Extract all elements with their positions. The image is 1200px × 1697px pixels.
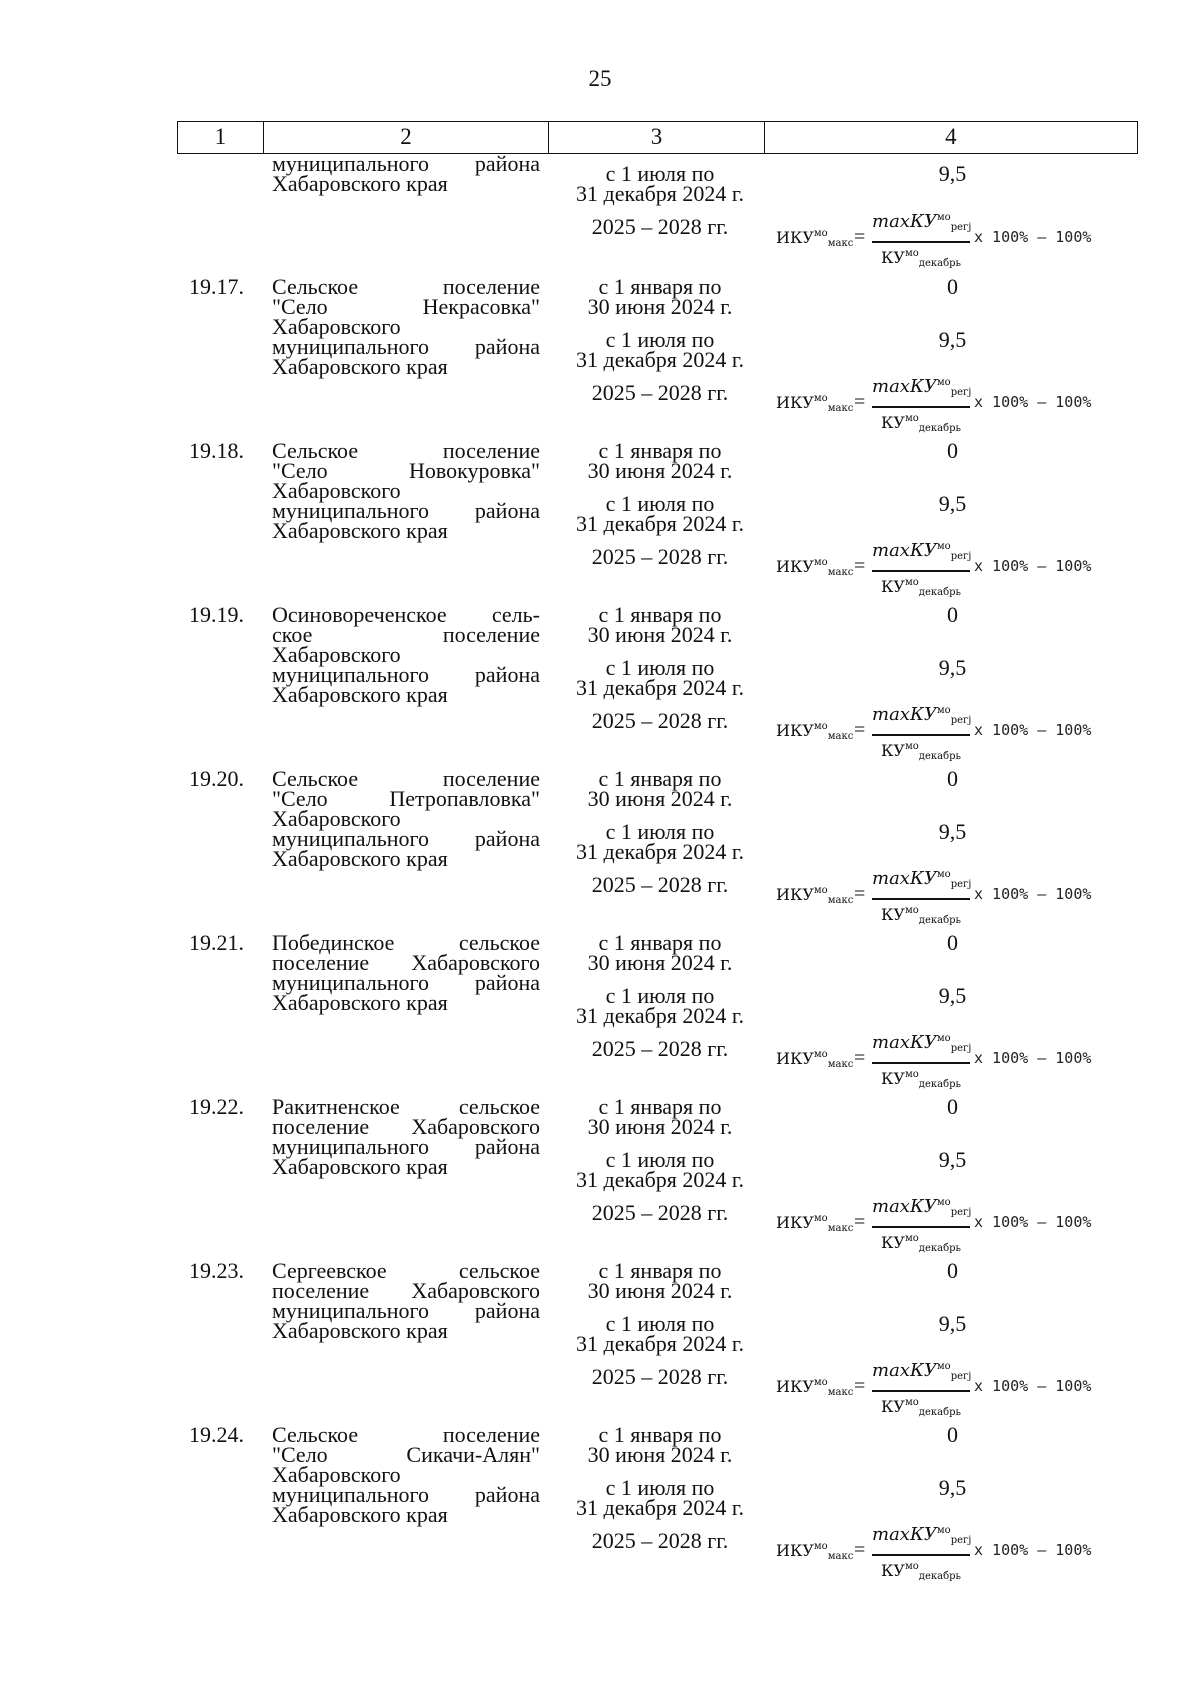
formula-numerator <box>872 208 970 238</box>
formula-num-prefix: max <box>872 704 910 725</box>
value-h1: 0 <box>947 1422 958 1447</box>
formula-equals: = <box>854 1047 866 1069</box>
formula-lhs-main: ИКУ <box>776 228 814 247</box>
formula-equals: = <box>854 226 866 248</box>
name-line: "Село Новокуровка" <box>272 458 540 483</box>
period-h1: 30 июня 2024 г. <box>587 950 733 975</box>
formula-num-main: КУ <box>909 1524 937 1545</box>
formula-lhs-main: ИКУ <box>776 885 814 904</box>
value-h2: 9,5 <box>938 491 967 516</box>
formula-lhs <box>776 393 853 414</box>
fraction-bar <box>872 1390 970 1392</box>
name-line: Хабаровского края <box>272 518 448 543</box>
row-number: 19.20. <box>189 766 244 791</box>
formula-lhs <box>776 721 853 742</box>
formula-numerator <box>872 1193 970 1223</box>
period-h1: 30 июня 2024 г. <box>587 458 733 483</box>
period-h1: с 1 января по <box>598 766 722 791</box>
period-h2: с 1 июля по <box>605 161 715 186</box>
period-h1: 30 июня 2024 г. <box>587 786 733 811</box>
formula-num-prefix: max <box>872 1032 910 1053</box>
formula-den-main: КУ <box>881 1232 905 1252</box>
row-number: 19.24. <box>189 1422 244 1447</box>
formula-den-sup: мо <box>904 247 919 259</box>
name-line: Хабаровского края <box>272 682 448 707</box>
formula-den-sup: мо <box>904 1232 919 1244</box>
formula-num-main: КУ <box>909 1032 937 1053</box>
header-col-3: 3 <box>549 122 765 153</box>
formula-lhs-main: ИКУ <box>776 393 814 412</box>
formula-rhs: x 100% – 100% <box>974 1541 1092 1559</box>
period-h2: с 1 июля по <box>605 491 715 516</box>
formula-den-sup: мо <box>904 412 919 424</box>
period-h1: 30 июня 2024 г. <box>587 294 733 319</box>
formula-num-sub: регj <box>950 1043 972 1054</box>
formula-num-prefix: max <box>872 376 910 397</box>
period-h1: с 1 января по <box>598 274 722 299</box>
period-h2: 31 декабря 2024 г. <box>576 511 744 536</box>
name-line: Хабаровского <box>272 642 401 667</box>
name-line: Осиновореченское сель- <box>272 602 540 627</box>
name-line: Хабаровского <box>272 314 401 339</box>
index-formula <box>776 1029 1134 1090</box>
name-line: Сельское поселение <box>272 766 540 791</box>
formula-lhs-sup: мо <box>813 228 828 239</box>
header-col-1: 1 <box>178 122 264 153</box>
period-years: 2025 – 2028 гг. <box>591 708 729 733</box>
row-number: 19.19. <box>189 602 244 627</box>
period-h2: с 1 июля по <box>605 1475 715 1500</box>
name-line: Хабаровского края <box>272 1154 448 1179</box>
formula-den-main: КУ <box>881 904 905 924</box>
formula-den-sup: мо <box>904 740 919 752</box>
name-line: Хабаровского <box>272 1462 401 1487</box>
formula-lhs-sup: мо <box>813 393 828 404</box>
fraction-bar <box>872 898 970 900</box>
formula-num-main: КУ <box>909 376 937 397</box>
period-years: 2025 – 2028 гг. <box>591 1036 729 1061</box>
fraction-bar <box>872 1226 970 1228</box>
formula-den-main: КУ <box>881 1560 905 1580</box>
name-line: муниципального района <box>272 662 540 687</box>
period-h1: с 1 января по <box>598 438 722 463</box>
formula-den-sup: мо <box>904 904 919 916</box>
name-line: Хабаровского края <box>272 1318 448 1343</box>
formula-numerator <box>872 865 970 895</box>
period-h1: 30 июня 2024 г. <box>587 1442 733 1467</box>
period-h1: с 1 января по <box>598 602 722 627</box>
formula-den-sub: декабрь <box>918 750 961 762</box>
name-line: Хабаровского края <box>272 354 448 379</box>
value-h1: 0 <box>947 930 958 955</box>
formula-num-sup: мо <box>936 541 951 552</box>
formula-lhs-main: ИКУ <box>776 1049 814 1068</box>
name-line: муниципального района <box>272 970 540 995</box>
formula-num-sup: мо <box>936 212 951 223</box>
formula-numerator <box>872 1357 970 1387</box>
period-h2: 31 декабря 2024 г. <box>576 1003 744 1028</box>
period-years: 2025 – 2028 гг. <box>591 1528 729 1553</box>
formula-den-sup: мо <box>904 576 919 588</box>
formula-fraction <box>872 701 970 766</box>
name-line: поселение Хабаровского <box>272 950 540 975</box>
formula-fraction <box>872 1193 970 1258</box>
formula-lhs-sub: макс <box>827 1223 854 1234</box>
formula-lhs <box>776 1213 853 1234</box>
formula-numerator <box>872 1521 970 1551</box>
value-h2: 9,5 <box>938 819 967 844</box>
formula-lhs-sup: мо <box>813 721 828 732</box>
formula-num-sub: регj <box>950 1207 972 1218</box>
formula-num-sup: мо <box>936 1033 951 1044</box>
period-years: 2025 – 2028 гг. <box>591 1364 729 1389</box>
name-line: Хабаровского <box>272 806 401 831</box>
formula-denominator <box>872 245 970 273</box>
value-h1: 0 <box>947 1094 958 1119</box>
formula-lhs-sup: мо <box>813 1049 828 1060</box>
name-line: муниципального района <box>272 498 540 523</box>
formula-den-main: КУ <box>881 1396 905 1416</box>
formula-den-sub: декабрь <box>918 586 961 598</box>
formula-num-sub: регj <box>950 222 972 233</box>
formula-denominator <box>872 574 970 602</box>
formula-denominator <box>872 738 970 766</box>
formula-den-sup: мо <box>904 1068 919 1080</box>
formula-lhs-sup: мо <box>813 1377 828 1388</box>
value-h2: 9,5 <box>938 327 967 352</box>
period-years: 2025 – 2028 гг. <box>591 380 729 405</box>
name-line: Хабаровского края <box>272 1502 448 1527</box>
formula-lhs-main: ИКУ <box>776 1377 814 1396</box>
name-line: муниципального района <box>272 1298 540 1323</box>
formula-equals: = <box>854 555 866 577</box>
fraction-bar <box>872 1554 970 1556</box>
period-h2: с 1 июля по <box>605 327 715 352</box>
header-col-4: 4 <box>945 124 957 149</box>
name-line: Хабаровского края <box>272 171 448 196</box>
period-h2: с 1 июля по <box>605 655 715 680</box>
formula-denominator <box>872 1230 970 1258</box>
formula-denominator <box>872 410 970 438</box>
name-line: Сельское поселение <box>272 438 540 463</box>
formula-rhs: x 100% – 100% <box>974 393 1092 411</box>
formula-num-sub: регj <box>950 387 972 398</box>
name-line: Побединское сельское <box>272 930 540 955</box>
formula-lhs-sup: мо <box>813 557 828 568</box>
formula-num-sub: регj <box>950 551 972 562</box>
formula-equals: = <box>854 1211 866 1233</box>
name-line: поселение Хабаровского <box>272 1114 540 1139</box>
index-formula <box>776 865 1134 926</box>
name-line: муниципального района <box>272 1482 540 1507</box>
period-h2: с 1 июля по <box>605 983 715 1008</box>
fraction-bar <box>872 241 970 243</box>
period-h1: с 1 января по <box>598 930 722 955</box>
period-h2: 31 декабря 2024 г. <box>576 675 744 700</box>
row-number: 19.23. <box>189 1258 244 1283</box>
formula-num-main: КУ <box>909 1196 937 1217</box>
formula-fraction <box>872 208 970 273</box>
formula-num-prefix: max <box>872 211 910 232</box>
formula-equals: = <box>854 719 866 741</box>
formula-denominator <box>872 1558 970 1586</box>
formula-rhs: x 100% – 100% <box>974 721 1092 739</box>
formula-num-main: КУ <box>909 1360 937 1381</box>
index-formula <box>776 1193 1134 1254</box>
period-years: 2025 – 2028 гг. <box>591 544 729 569</box>
value-h2: 9,5 <box>938 983 967 1008</box>
formula-rhs: x 100% – 100% <box>974 1377 1092 1395</box>
value-h2: 9,5 <box>938 1147 967 1172</box>
formula-num-prefix: max <box>872 1196 910 1217</box>
formula-fraction <box>872 537 970 602</box>
formula-num-sup: мо <box>936 377 951 388</box>
formula-lhs-sub: макс <box>827 731 854 742</box>
formula-num-prefix: max <box>872 1360 910 1381</box>
formula-num-main: КУ <box>909 704 937 725</box>
name-line: Хабаровского края <box>272 846 448 871</box>
index-formula <box>776 373 1134 434</box>
name-line: Сельское поселение <box>272 1422 540 1447</box>
formula-fraction <box>872 1357 970 1422</box>
formula-den-main: КУ <box>881 1068 905 1088</box>
formula-lhs-sub: макс <box>827 895 854 906</box>
formula-denominator <box>872 902 970 930</box>
formula-lhs <box>776 1377 853 1398</box>
name-line: ское поселение <box>272 622 540 647</box>
formula-num-main: КУ <box>909 211 937 232</box>
row-number: 19.17. <box>189 274 244 299</box>
formula-num-prefix: max <box>872 540 910 561</box>
period-years: 2025 – 2028 гг. <box>591 214 729 239</box>
fraction-bar <box>872 406 970 408</box>
period-h2: 31 декабря 2024 г. <box>576 1495 744 1520</box>
fraction-bar <box>872 734 970 736</box>
formula-den-main: КУ <box>881 576 905 596</box>
formula-num-main: КУ <box>909 540 937 561</box>
formula-fraction <box>872 865 970 930</box>
formula-den-main: КУ <box>881 740 905 760</box>
formula-lhs-sub: макс <box>827 1551 854 1562</box>
formula-num-sub: регj <box>950 1371 972 1382</box>
name-line: Сельское поселение <box>272 274 540 299</box>
formula-den-sub: декабрь <box>918 1570 961 1582</box>
formula-lhs-main: ИКУ <box>776 557 814 576</box>
period-h1: с 1 января по <box>598 1258 722 1283</box>
formula-equals: = <box>854 1539 866 1561</box>
period-years: 2025 – 2028 гг. <box>591 1200 729 1225</box>
formula-numerator <box>872 1029 970 1059</box>
formula-equals: = <box>854 391 866 413</box>
name-line: муниципального района <box>272 334 540 359</box>
formula-num-sub: регj <box>950 879 972 890</box>
name-line: Ракитненское сельское <box>272 1094 540 1119</box>
formula-den-sub: декабрь <box>918 1406 961 1418</box>
formula-num-sub: регj <box>950 715 972 726</box>
formula-num-sup: мо <box>936 1525 951 1536</box>
table-header-row <box>177 121 1138 154</box>
formula-rhs: x 100% – 100% <box>974 1213 1092 1231</box>
name-line: Сергеевское сельское <box>272 1258 540 1283</box>
value-h2: 9,5 <box>938 1311 967 1336</box>
formula-num-sub: регj <box>950 1535 972 1546</box>
name-line: "Село Сикачи-Алян" <box>272 1442 540 1467</box>
formula-num-sup: мо <box>936 705 951 716</box>
formula-fraction <box>872 373 970 438</box>
period-h2: 31 декабря 2024 г. <box>576 1331 744 1356</box>
formula-den-main: КУ <box>881 247 905 267</box>
value-h1: 0 <box>947 602 958 627</box>
index-formula <box>776 208 1134 269</box>
name-line: "Село Некрасовка" <box>272 294 540 319</box>
header-col-2: 2 <box>264 122 549 153</box>
formula-denominator <box>872 1066 970 1094</box>
value-h1: 0 <box>947 766 958 791</box>
name-line: муниципального района <box>272 826 540 851</box>
period-h2: 31 декабря 2024 г. <box>576 181 744 206</box>
period-h1: 30 июня 2024 г. <box>587 622 733 647</box>
formula-numerator <box>872 701 970 731</box>
formula-den-sub: декабрь <box>918 914 961 926</box>
formula-lhs-sup: мо <box>813 1541 828 1552</box>
row-number: 19.22. <box>189 1094 244 1119</box>
name-line: поселение Хабаровского <box>272 1278 540 1303</box>
formula-lhs-main: ИКУ <box>776 721 814 740</box>
name-line: "Село Петропавловка" <box>272 786 540 811</box>
formula-den-main: КУ <box>881 412 905 432</box>
formula-den-sub: декабрь <box>918 1242 961 1254</box>
formula-numerator <box>872 373 970 403</box>
formula-num-sup: мо <box>936 1197 951 1208</box>
formula-num-prefix: max <box>872 1524 910 1545</box>
value-h2: 9,5 <box>938 1475 967 1500</box>
formula-den-sup: мо <box>904 1560 919 1572</box>
formula-den-sub: декабрь <box>918 257 961 269</box>
formula-fraction <box>872 1521 970 1586</box>
formula-lhs-sub: макс <box>827 238 854 249</box>
period-years: 2025 – 2028 гг. <box>591 872 729 897</box>
formula-den-sub: декабрь <box>918 1078 961 1090</box>
formula-rhs: x 100% – 100% <box>974 228 1092 246</box>
value-h2: 9,5 <box>938 161 967 186</box>
formula-num-sup: мо <box>936 1361 951 1372</box>
period-h1: с 1 января по <box>598 1094 722 1119</box>
formula-lhs <box>776 885 853 906</box>
fraction-bar <box>872 570 970 572</box>
name-line: муниципального района <box>272 151 540 176</box>
formula-num-prefix: max <box>872 868 910 889</box>
period-h2: 31 декабря 2024 г. <box>576 347 744 372</box>
formula-lhs <box>776 557 853 578</box>
formula-equals: = <box>854 1375 866 1397</box>
row-number: 19.21. <box>189 930 244 955</box>
period-h1: 30 июня 2024 г. <box>587 1114 733 1139</box>
formula-lhs-sup: мо <box>813 885 828 896</box>
period-h2: с 1 июля по <box>605 819 715 844</box>
index-formula <box>776 1357 1134 1418</box>
formula-equals: = <box>854 883 866 905</box>
name-line: муниципального района <box>272 1134 540 1159</box>
formula-lhs-sub: макс <box>827 567 854 578</box>
value-h1: 0 <box>947 438 958 463</box>
index-formula <box>776 701 1134 762</box>
period-h1: с 1 января по <box>598 1422 722 1447</box>
formula-num-sup: мо <box>936 869 951 880</box>
formula-denominator <box>872 1394 970 1422</box>
formula-lhs-sub: макс <box>827 1059 854 1070</box>
name-line: Хабаровского <box>272 478 401 503</box>
formula-den-sup: мо <box>904 1396 919 1408</box>
formula-numerator <box>872 537 970 567</box>
index-formula <box>776 1521 1134 1582</box>
formula-lhs-sub: макс <box>827 1387 854 1398</box>
formula-fraction <box>872 1029 970 1094</box>
period-h2: 31 декабря 2024 г. <box>576 1167 744 1192</box>
formula-rhs: x 100% – 100% <box>974 557 1092 575</box>
formula-lhs <box>776 1541 853 1562</box>
fraction-bar <box>872 1062 970 1064</box>
formula-den-sub: декабрь <box>918 422 961 434</box>
row-number: 19.18. <box>189 438 244 463</box>
formula-lhs-main: ИКУ <box>776 1541 814 1560</box>
formula-lhs-main: ИКУ <box>776 1213 814 1232</box>
value-h1: 0 <box>947 274 958 299</box>
period-h2: с 1 июля по <box>605 1311 715 1336</box>
name-line: Хабаровского края <box>272 990 448 1015</box>
formula-lhs-sup: мо <box>813 1213 828 1224</box>
period-h1: 30 июня 2024 г. <box>587 1278 733 1303</box>
value-h1: 0 <box>947 1258 958 1283</box>
formula-lhs <box>776 1049 853 1070</box>
value-h2: 9,5 <box>938 655 967 680</box>
period-h2: 31 декабря 2024 г. <box>576 839 744 864</box>
formula-rhs: x 100% – 100% <box>974 1049 1092 1067</box>
formula-lhs <box>776 228 853 249</box>
index-formula <box>776 537 1134 598</box>
formula-num-main: КУ <box>909 868 937 889</box>
page-number: 25 <box>588 66 612 91</box>
formula-lhs-sub: макс <box>827 403 854 414</box>
formula-rhs: x 100% – 100% <box>974 885 1092 903</box>
period-h2: с 1 июля по <box>605 1147 715 1172</box>
